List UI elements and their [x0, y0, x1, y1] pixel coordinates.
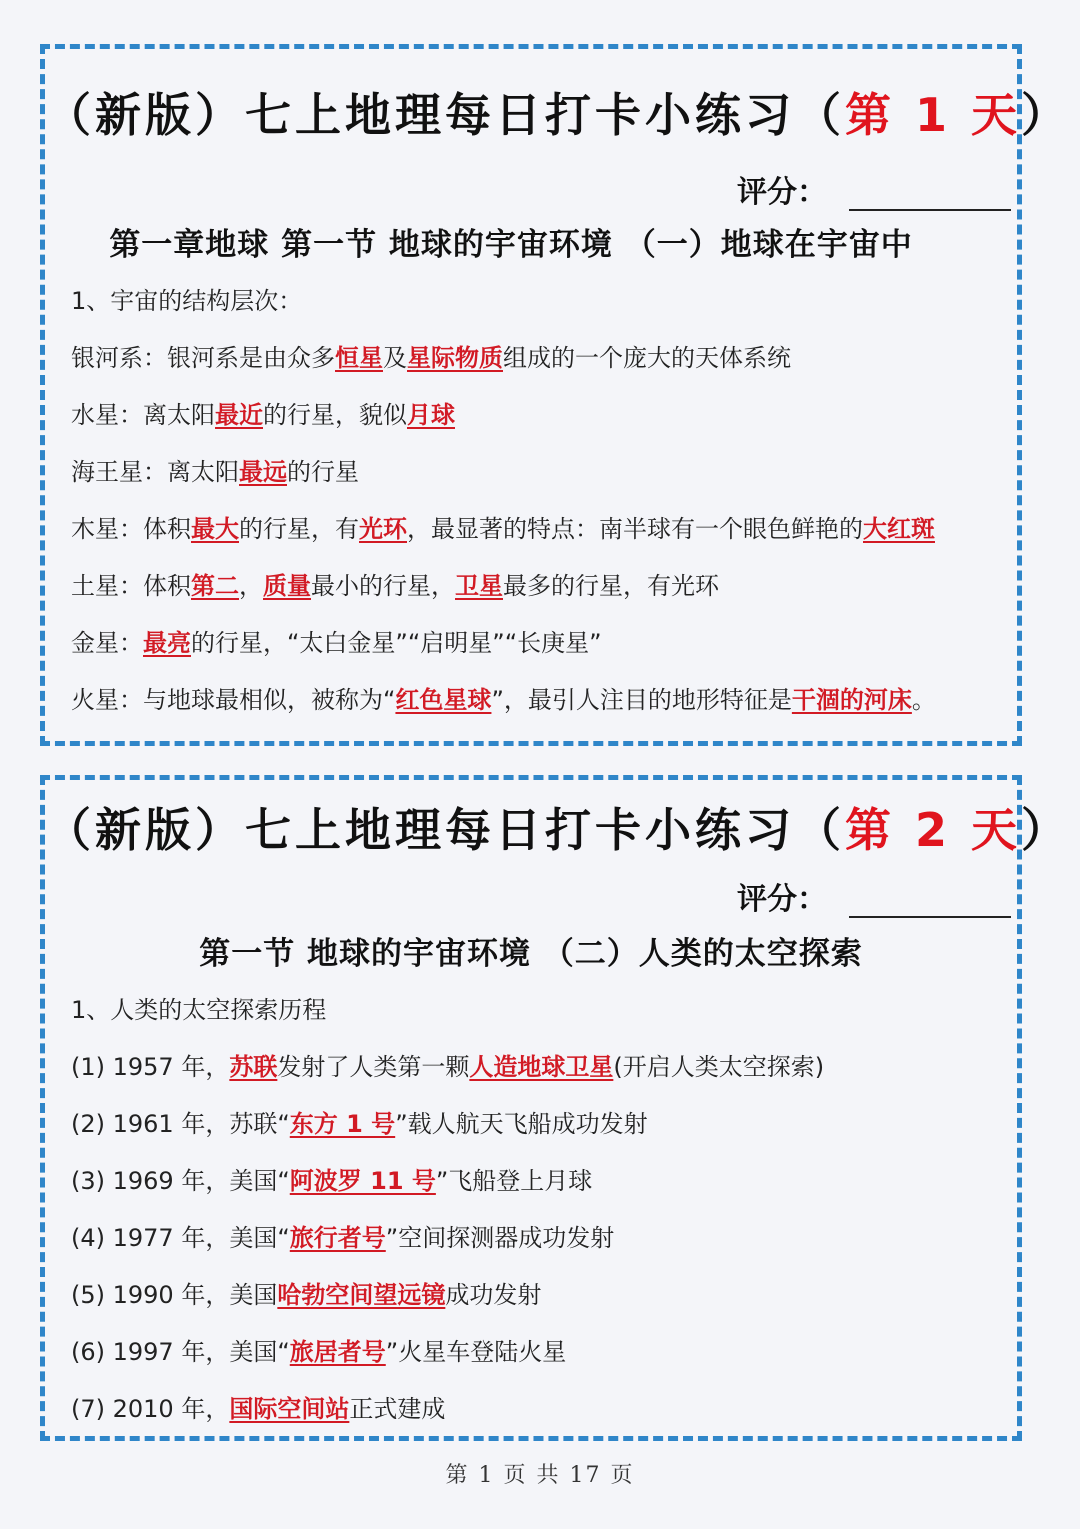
- highlight-answer: 卫星: [455, 572, 503, 600]
- card1-line-8: [71, 680, 936, 715]
- highlight-answer: 质量: [263, 572, 311, 600]
- line-text: 海王星：离太阳: [71, 458, 239, 486]
- line-text: 成功发射: [445, 1281, 542, 1309]
- card1-line-2: [71, 338, 791, 373]
- day2-card: [40, 775, 1072, 1441]
- line-text: 的行星，“太白金星”“启明星”“长庚星”: [191, 629, 602, 657]
- day1-title-suffix: ）: [1021, 88, 1072, 142]
- highlight-answer: 光环: [359, 515, 407, 543]
- card2-line-1: [71, 990, 326, 1025]
- highlight-answer: 旅居者号: [289, 1338, 386, 1366]
- highlight-answer: 国际空间站: [229, 1395, 350, 1423]
- highlight-answer: 最亮: [143, 629, 191, 657]
- line-text: 最小的行星，: [311, 572, 455, 600]
- line-text: 土星：体积: [71, 572, 191, 600]
- highlight-answer: 最近: [215, 401, 263, 429]
- day2-score-label: 评分：: [737, 882, 827, 917]
- highlight-answer: 大红斑: [863, 515, 935, 543]
- card1-line-6: [71, 566, 719, 601]
- line-text: ”空间探测器成功发射: [385, 1224, 615, 1252]
- line-text: ，最显著的特点：南半球有一个眼色鲜艳的: [407, 515, 863, 543]
- line-text: ”火星车登陆火星: [385, 1338, 567, 1366]
- line-text: 金星：: [71, 629, 143, 657]
- day2-title-prefix: （新版）七上地理每日打卡小练习（: [45, 803, 845, 857]
- line-text: 木星：体积: [71, 515, 191, 543]
- line-text: (5) 1990 年，美国: [71, 1281, 278, 1309]
- highlight-answer: 红色星球: [395, 686, 492, 714]
- day1-day-number: 第 1 天: [845, 88, 1022, 142]
- line-text: 的行星，貌似: [263, 401, 407, 429]
- highlight-answer: 月球: [407, 401, 455, 429]
- highlight-answer: 干涸的河床: [791, 686, 912, 714]
- line-text: 的行星，有: [239, 515, 359, 543]
- line-text: 1、人类的太空探索历程: [71, 996, 327, 1024]
- highlight-answer: 东方 1 号: [289, 1110, 396, 1138]
- line-text: (2) 1961 年，苏联“: [71, 1110, 290, 1138]
- line-text: 的行星: [287, 458, 359, 486]
- highlight-answer: 苏联: [229, 1053, 278, 1081]
- day2-section-heading: 第一节 地球的宇宙环境 （二）人类的太空探索: [199, 936, 863, 972]
- line-text: 。: [911, 686, 936, 714]
- card1-line-4: [71, 452, 359, 487]
- day1-section-heading: 第一章地球 第一节 地球的宇宙环境 （一）地球在宇宙中: [109, 227, 913, 263]
- day1-score-blank[interactable]: [849, 179, 1011, 211]
- card2-line-8: [71, 1389, 445, 1424]
- day2-title-suffix: ）: [1021, 803, 1072, 857]
- highlight-answer: 恒星: [335, 344, 383, 372]
- day1-card: [40, 44, 1072, 746]
- highlight-answer: 阿波罗 11 号: [289, 1167, 436, 1195]
- line-text: ，: [239, 572, 263, 600]
- card1-line-3: [71, 395, 455, 430]
- day1-score: [737, 167, 1011, 211]
- line-text: ”飞船登上月球: [435, 1167, 593, 1195]
- line-text: 及: [383, 344, 407, 372]
- card2-line-2: [71, 1047, 824, 1082]
- highlight-answer: 最远: [239, 458, 287, 486]
- line-text: (3) 1969 年，美国“: [71, 1167, 290, 1195]
- day1-score-label: 评分：: [737, 175, 827, 210]
- line-text: (7) 2010 年，: [71, 1395, 230, 1423]
- line-text: 火星：与地球最相似，被称为“: [71, 686, 396, 714]
- highlight-answer: 星际物质: [407, 344, 503, 372]
- card1-line-5: [71, 509, 935, 544]
- line-text: 最多的行星，有光环: [503, 572, 719, 600]
- line-text: (开启人类太空探索): [613, 1053, 825, 1081]
- day1-title-prefix: （新版）七上地理每日打卡小练习（: [45, 88, 845, 142]
- highlight-answer: 最大: [191, 515, 239, 543]
- card2-line-4: [71, 1161, 592, 1196]
- highlight-answer: 哈勃空间望远镜: [277, 1281, 446, 1309]
- card2-line-7: [71, 1332, 566, 1367]
- line-text: ”，最引人注目的地形特征是: [491, 686, 792, 714]
- line-text: (1) 1957 年，: [71, 1053, 230, 1081]
- card2-line-5: [71, 1218, 614, 1253]
- day2-score: [737, 874, 1011, 918]
- line-text: 组成的一个庞大的天体系统: [503, 344, 791, 372]
- card2-line-6: [71, 1275, 541, 1310]
- card1-line-7: [71, 623, 602, 658]
- day1-title: [45, 79, 1072, 145]
- line-text: (6) 1997 年，美国“: [71, 1338, 290, 1366]
- day2-title: [45, 794, 1072, 860]
- line-text: 水星：离太阳: [71, 401, 215, 429]
- line-text: 1、宇宙的结构层次：: [71, 287, 303, 315]
- day2-score-blank[interactable]: [849, 886, 1011, 918]
- day2-day-number: 第 2 天: [845, 803, 1022, 857]
- line-text: ”载人航天飞船成功发射: [395, 1110, 648, 1138]
- line-text: 正式建成: [349, 1395, 446, 1423]
- card2-line-3: [71, 1104, 648, 1139]
- card1-line-1: [71, 281, 302, 316]
- line-text: 银河系：银河系是由众多: [71, 344, 335, 372]
- page-footer: 第 1 页 共 17 页: [445, 1463, 635, 1488]
- line-text: (4) 1977 年，美国“: [71, 1224, 290, 1252]
- highlight-answer: 第二: [191, 572, 239, 600]
- line-text: 发射了人类第一颗: [277, 1053, 470, 1081]
- highlight-answer: 人造地球卫星: [469, 1053, 614, 1081]
- highlight-answer: 旅行者号: [289, 1224, 386, 1252]
